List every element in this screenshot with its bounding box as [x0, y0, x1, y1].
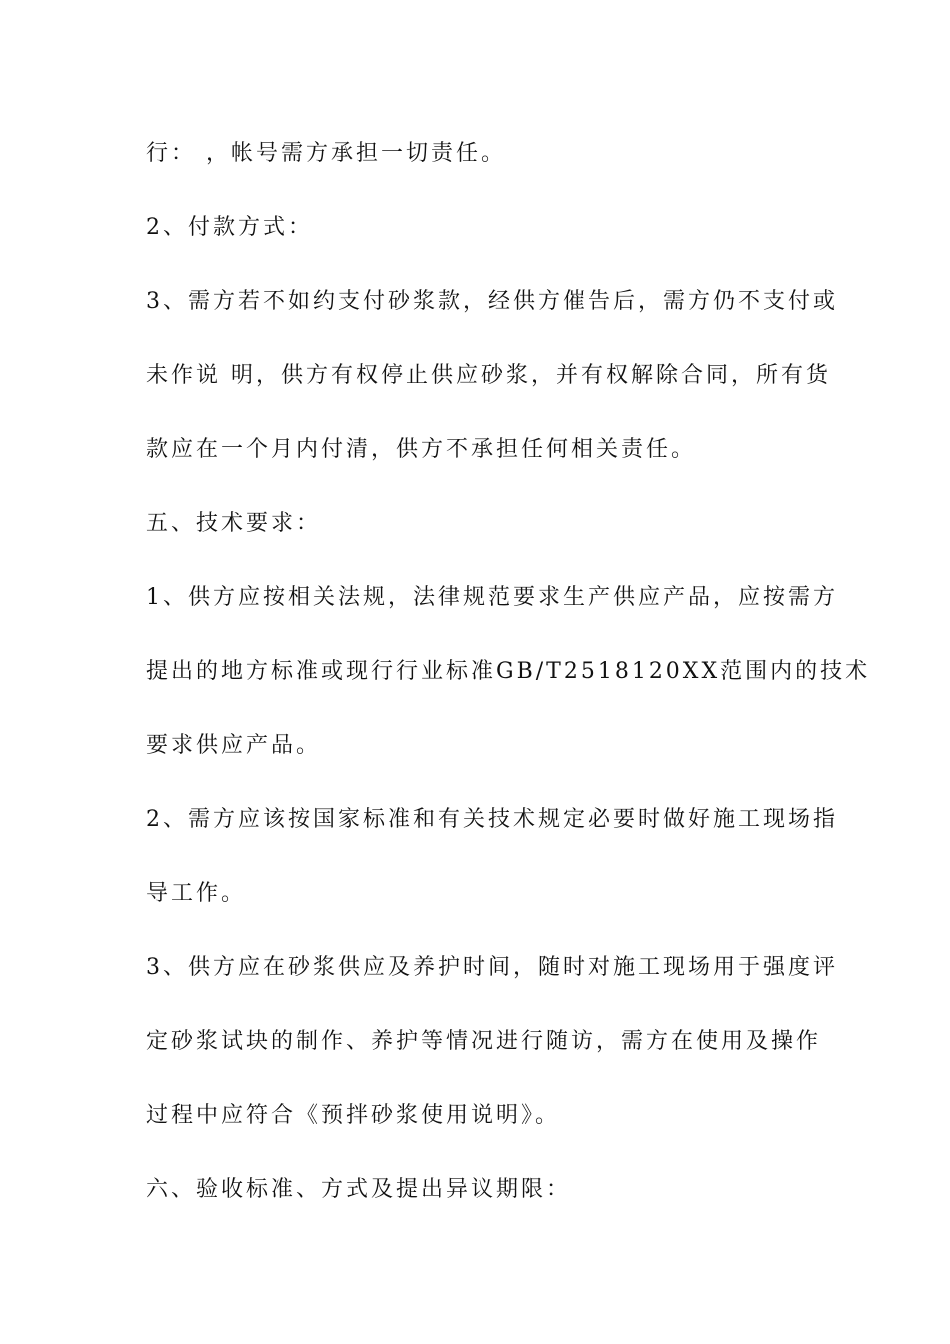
text-line: 1、供方应按相关法规，法律规范要求生产供应产品，应按需方: [146, 585, 838, 610]
text-line: 导工作。: [146, 881, 247, 906]
text-line: 未作说 明，供方有权停止供应砂浆，并有权解除合同，所有货: [146, 363, 831, 388]
text-line: 3、供方应在砂浆供应及养护时间，随时对施工现场用于强度评: [146, 955, 838, 980]
text-line: 过程中应符合《预拌砂浆使用说明》。: [146, 1103, 561, 1128]
text-line: 提出的地方标准或现行行业标准GB/T2518120XX范围内的技术: [146, 659, 871, 684]
text-line: 3、需方若不如约支付砂浆款，经供方催告后，需方仍不支付或: [146, 289, 838, 314]
text-line: 2、付款方式：: [146, 215, 313, 240]
section-heading: 五、技术要求：: [146, 511, 322, 536]
text-line: 行： ，帐号需方承担一切责任。: [146, 141, 506, 166]
text-line: 要求供应产品。: [146, 733, 322, 758]
section-heading: 六、验收标准、方式及提出异议期限：: [146, 1177, 572, 1202]
text-line: 款应在一个月内付清，供方不承担任何相关责任。: [146, 437, 697, 462]
text-line: 定砂浆试块的制作、养护等情况进行随访，需方在使用及操作: [146, 1029, 822, 1054]
text-line: 2、需方应该按国家标准和有关技术规定必要时做好施工现场指: [146, 807, 838, 832]
